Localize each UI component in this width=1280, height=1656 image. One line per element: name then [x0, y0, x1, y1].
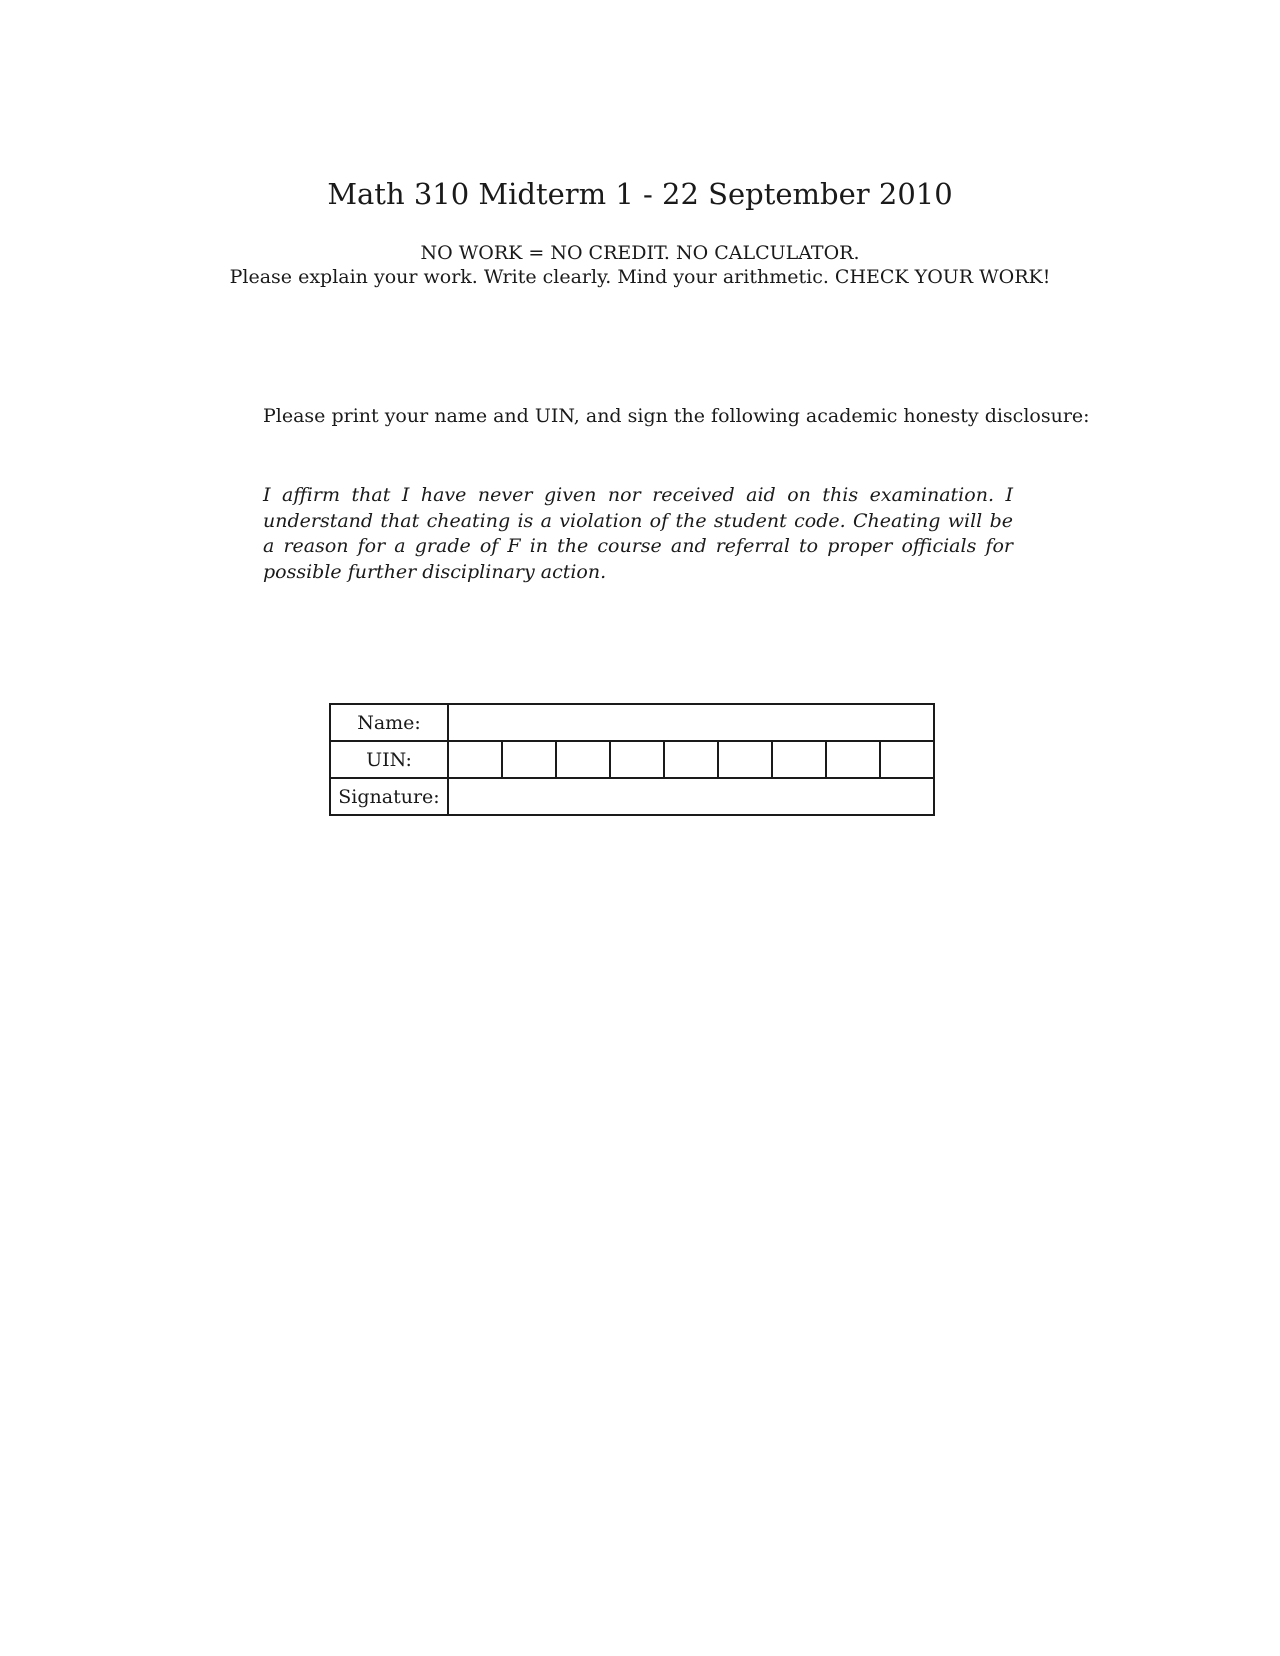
signature-label: Signature:: [330, 778, 448, 815]
uin-digit-box[interactable]: [826, 741, 880, 778]
signature-field[interactable]: [448, 778, 934, 815]
uin-digit-box[interactable]: [502, 741, 556, 778]
student-id-table: [329, 703, 935, 816]
uin-row: [330, 741, 934, 778]
exam-title: Math 310 Midterm 1 - 22 September 2010: [327, 177, 953, 211]
name-field[interactable]: [448, 704, 934, 741]
uin-digit-box[interactable]: [664, 741, 718, 778]
uin-digit-box[interactable]: [610, 741, 664, 778]
uin-label: UIN:: [330, 741, 448, 778]
uin-digit-box[interactable]: [448, 741, 502, 778]
uin-digit-box[interactable]: [556, 741, 610, 778]
instruction-line-2: Please explain your work. Write clearly. Mind your arithmetic. CHECK YOUR WORK!: [229, 266, 1051, 288]
uin-digit-box[interactable]: [880, 741, 934, 778]
honesty-prompt: Please print your name and UIN, and sign the following academic honesty disclosure:: [263, 405, 1090, 427]
uin-digit-box[interactable]: [718, 741, 772, 778]
honesty-disclosure: I affirm that I have never given nor received aid on this examination. I understand that cheating is a violation of the student code. Cheating will be a reason for a grade of F in the course and referral to proper officials for possible further disciplinary action.: [263, 484, 1013, 583]
instruction-line-1: NO WORK = NO CREDIT. NO CALCULATOR.: [420, 242, 860, 264]
name-row: [330, 704, 934, 741]
signature-row: [330, 778, 934, 815]
uin-digit-box[interactable]: [772, 741, 826, 778]
name-label: Name:: [330, 704, 448, 741]
